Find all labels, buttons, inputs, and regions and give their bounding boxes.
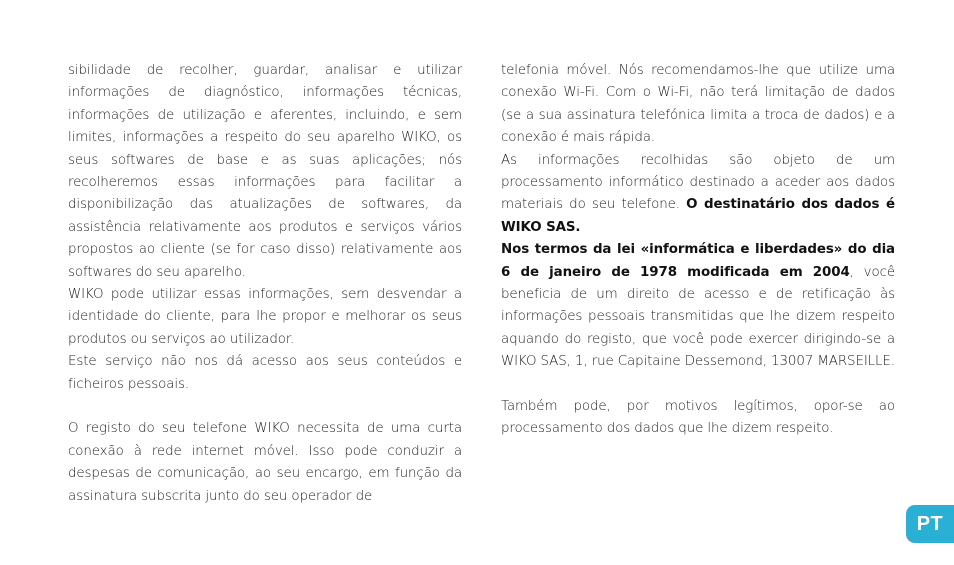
right-paragraph-4: Também pode, por motivos legítimos, opor-se ao processamento dos dados que lhe dizem respeito. bbox=[501, 399, 895, 437]
right-text-column bbox=[501, 60, 895, 441]
left-paragraph-1: sibilidade de recolher, guardar, analisar e utilizar informações de diagnóstico, informações técnicas, informações de utilização e aferentes, incluindo, e sem limites, informações a respeito do seu aparelho WIKO, os seus softwares de base e as suas aplicações; nós recolheremos essas informações para facilitar a disponibilização das atualizações de softwares, da assistência relativamente aos produtos e serviços vários propostos ao cliente (se for caso disso) relativamente aos softwares do seu aparelho. bbox=[68, 63, 462, 280]
language-tab-pt: PT bbox=[906, 505, 954, 543]
right-paragraph-3 bbox=[501, 239, 895, 373]
right-paragraph-1: telefonia móvel. Nós recomendamos-lhe que utilize uma conexão Wi-Fi. Com o Wi-Fi, não terá limitação de dados (se a sua assinatura telefónica limita a troca de dados) e a conexão é mais rápida. bbox=[501, 63, 895, 146]
law-reference: Nos termos da lei «informática e liberdades» do dia 6 de janeiro de 1978 modificada em 2004 bbox=[501, 242, 895, 280]
right-paragraph-2 bbox=[501, 150, 895, 240]
paragraph-spacer bbox=[501, 374, 895, 396]
left-paragraph-2: WIKO pode utilizar essas informações, sem desvendar a identidade do cliente, para lhe propor e melhorar os seus produtos ou serviços ao utilizador. bbox=[68, 287, 462, 347]
left-text-column bbox=[68, 60, 462, 508]
data-recipient-statement: O destinatário dos dados é WIKO SAS. bbox=[501, 197, 895, 235]
right-paragraph-2-text: As informações recolhidas são objeto de um processamento informático destinado a aceder aos dados materiais do seu telefone. bbox=[501, 152, 895, 213]
paragraph-spacer bbox=[68, 396, 462, 418]
left-paragraph-4: O registo do seu telefone WIKO necessita de uma curta conexão à rede internet móvel. Isso pode conduzir a despesas de comunicação, ao seu encargo, em função da assinatura subscrita junto do seu operador de bbox=[68, 421, 462, 504]
right-paragraph-3-text: , você beneficia de um direito de acesso e de retificação às informações pessoais transmitidas que lhe dizem respeito aquando do registo, que você pode exercer dirigindo-se a WIKO SAS, 1, rue Capitaine Dessemond, 13007 MARSEILLE. bbox=[501, 264, 895, 370]
left-paragraph-3: Este serviço não nos dá acesso aos seus conteúdos e ficheiros pessoais. bbox=[68, 354, 462, 392]
